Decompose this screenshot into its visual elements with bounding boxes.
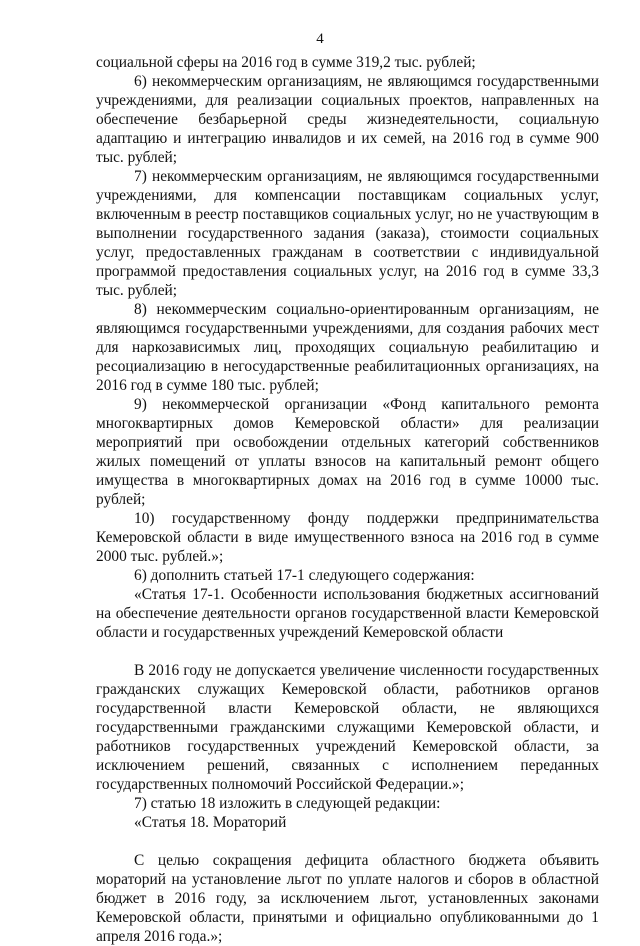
- paragraph-1: социальной сферы на 2016 год в сумме 319,2 тыс. рублей;: [96, 54, 476, 71]
- paragraph-10: 7) статью 18 изложить в следующей редакции:: [134, 795, 441, 812]
- paragraph-2: 6) некоммерческим организациям, не являющимся государственными учреждениями, для реализации социальных проектов, направленных на обеспечение безбарьерной среды жизнедеятельности, социальную адаптацию и интеграцию инвалидов и их семей, на 2016 год в сумме 900 тыс. рублей;: [96, 73, 599, 166]
- article-17-1-heading: «Статья 17-1. Особенности использования бюджетных ассигнований на обеспечение деятельности органов государственной власти Кемеровской области и государственных учреждений Кемеровской области: [96, 586, 599, 641]
- paragraph-7: 6) дополнить статьей 17-1 следующего содержания:: [134, 567, 475, 584]
- page-number: 4: [316, 31, 324, 47]
- paragraph-4: 8) некоммерческим социально-ориентированным организациям, не являющимся государственными учреждениями, для создания рабочих мест для наркозависимых лиц, проходящих социальную реабилитацию и ресоциализацию в негосударственные реабилитационных организациях, на 2016 год в сумме 180 тыс. рублей;: [96, 301, 599, 394]
- section-gap: [96, 642, 599, 661]
- paragraph-6: 10) государственному фонду поддержки предпринимательства Кемеровской области в виде имущественного взноса на 2016 год в сумме 2000 тыс. рублей.»;: [96, 510, 599, 565]
- document-body: [96, 53, 599, 946]
- section-gap: [96, 832, 599, 851]
- paragraph-3: 7) некоммерческим организациям, не являющимся государственными учреждениями, для компенсации поставщикам социальных услуг, включенным в реестр поставщиков социальных услуг, но не участвующим в выполнении государственного задания (заказа), стоимости социальных услуг, предоставленных гражданам в соответствии с индивидуальной программой предоставления социальных услуг, на 2016 год в сумме 33,3 тыс. рублей;: [96, 168, 599, 299]
- article-18-heading: «Статья 18. Мораторий: [134, 814, 287, 831]
- paragraph-9: В 2016 году не допускается увеличение численности государственных гражданских служащих Кемеровской области, работников органов государственной власти Кемеровской области, не являющихся государственными гражданскими служащими Кемеровской области, и работников государственных учреждений Кемеровской области, за исключением решений, связанных с исполнением переданных государственных полномочий Российской Федерации.»;: [96, 662, 599, 793]
- paragraph-12: С целью сокращения дефицита областного бюджета объявить мораторий на установление льгот по уплате налогов и сборов в областной бюджет в 2016 году, за исключением льгот, установленных законами Кемеровской области, принятыми и официально опубликованными до 1 апреля 2016 года.»;: [96, 852, 599, 945]
- paragraph-5: 9) некоммерческой организации «Фонд капитального ремонта многоквартирных домов Кемеровской области» для реализации мероприятий при освобождении отдельных категорий собственников жилых помещений от уплаты взносов на капитальный ремонт общего имущества в многоквартирных домах на 2016 год в сумме 10000 тыс. рублей;: [96, 396, 599, 508]
